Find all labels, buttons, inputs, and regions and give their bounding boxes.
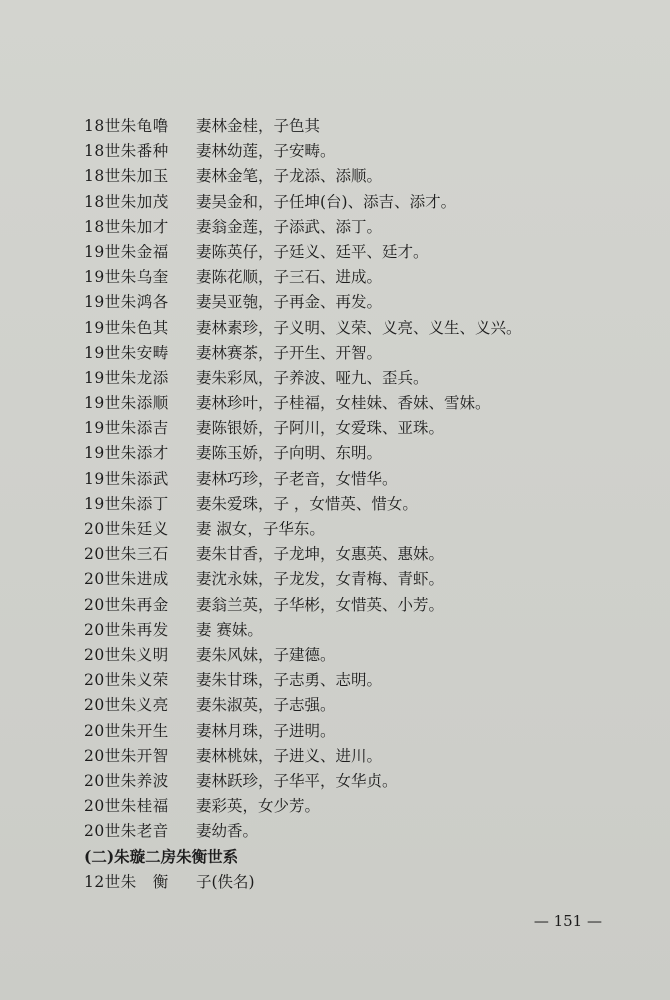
genealogy-entry	[84, 668, 644, 693]
genealogy-entry	[84, 870, 644, 895]
genealogy-entry	[84, 164, 644, 189]
generation-name: 20世朱义荣	[84, 671, 169, 690]
genealogy-entry	[84, 693, 644, 718]
spouse-children: 妻 淑女，子华东。	[196, 520, 325, 538]
spouse-children: 妻吴金和，子任坤(台)、添吉、添才。	[196, 192, 457, 211]
generation-name: 18世朱加茂	[84, 192, 169, 211]
spouse-children: 妻林金桂，子色其	[196, 117, 321, 135]
generation-name: 19世朱乌奎	[84, 268, 169, 287]
generation-name: 12世朱 衡	[84, 872, 169, 891]
spouse-children: 妻彩英，女少芳。	[196, 797, 321, 816]
genealogy-entry	[84, 416, 644, 441]
spouse-children: 妻沈永妹，子龙发，女青梅、青虾。	[196, 570, 445, 589]
spouse-children: 妻翁金莲，子添武、添丁。	[196, 217, 383, 236]
spouse-children: 妻吴亚匏，子再金、再发。	[196, 293, 383, 312]
generation-name: 19世朱龙添	[84, 368, 169, 387]
genealogy-entry	[84, 240, 644, 265]
generation-name: 20世朱再发	[84, 620, 169, 639]
generation-name: 20世朱义亮	[84, 696, 169, 715]
spouse-children: 妻林跃珍，子华平，女华贞。	[196, 771, 398, 790]
spouse-children: 妻陈银娇，子阿川，女爱珠、亚珠。	[196, 419, 445, 438]
genealogy-entry	[84, 265, 644, 290]
genealogy-entry	[84, 366, 644, 391]
spouse-children: 妻林珍叶，子桂福，女桂妹、香妹、雪妹。	[196, 394, 491, 413]
genealogy-entry	[84, 643, 644, 668]
spouse-children: 妻朱甘香，子龙坤，女惠英、惠妹。	[196, 545, 445, 564]
generation-name: 20世朱义明	[84, 645, 169, 664]
generation-name: 20世朱开智	[84, 746, 169, 765]
spouse-children: 妻朱彩凤，子养波、哑九、歪兵。	[196, 368, 429, 387]
spouse-children: 妻朱淑英，子志强。	[196, 696, 336, 715]
genealogy-entry	[84, 769, 644, 794]
generation-name: 19世朱添顺	[84, 394, 169, 413]
generation-name: 20世朱廷义	[84, 520, 169, 538]
genealogy-entry	[84, 441, 644, 466]
genealogy-entry	[84, 316, 644, 341]
genealogy-entry	[84, 517, 644, 542]
genealogy-entry	[84, 567, 644, 592]
generation-name: 19世朱色其	[84, 318, 169, 337]
spouse-children: 妻朱风妹，子建德。	[196, 645, 336, 664]
generation-name: 19世朱添丁	[84, 494, 169, 513]
genealogy-entry	[84, 215, 644, 240]
genealogy-list	[84, 114, 644, 895]
spouse-children: 妻陈玉娇，子向明、东明。	[196, 444, 383, 463]
generation-name: 20世朱开生	[84, 721, 169, 740]
generation-name: 20世朱三石	[84, 545, 169, 564]
genealogy-entry	[84, 341, 644, 366]
spouse-children: 妻林幼莲，子安畴。	[196, 142, 336, 161]
spouse-children: 妻林巧珍，子老音，女惜华。	[196, 469, 398, 488]
spouse-children: 妻林桃妹，子进义、进川。	[196, 746, 383, 765]
spouse-children: 妻陈英仔，子廷义、廷平、廷才。	[196, 242, 429, 261]
genealogy-entry	[84, 492, 644, 517]
spouse-children: 子(佚名)	[196, 872, 255, 891]
spouse-children: 妻 赛妹。	[196, 620, 263, 639]
spouse-children: 妻幼香。	[196, 822, 259, 841]
spouse-children: 妻翁兰英，子华彬，女惜英、小芳。	[196, 595, 445, 614]
generation-name: 18世朱加才	[84, 217, 169, 236]
genealogy-entry	[84, 719, 644, 744]
genealogy-entry	[84, 190, 644, 215]
generation-name: 19世朱鸿各	[84, 293, 169, 312]
section-title: (二)朱璇二房朱衡世系	[84, 847, 239, 867]
genealogy-entry	[84, 794, 644, 819]
generation-name: 20世朱老音	[84, 822, 169, 841]
generation-name: 18世朱番种	[84, 142, 169, 161]
spouse-children: 妻朱甘珠，子志勇、志明。	[196, 671, 383, 690]
genealogy-entry	[84, 618, 644, 643]
genealogy-entry	[84, 819, 644, 844]
generation-name: 20世朱桂福	[84, 797, 169, 816]
genealogy-entry	[84, 391, 644, 416]
page-number: — 151 —	[533, 912, 602, 930]
genealogy-entry	[84, 114, 644, 139]
generation-name: 18世朱加玉	[84, 167, 169, 186]
spouse-children: 妻林赛茶，子开生、开智。	[196, 343, 383, 362]
spouse-children: 妻林月珠，子进明。	[196, 721, 336, 740]
generation-name: 20世朱进成	[84, 570, 169, 589]
spouse-children: 妻陈花顺，子三石、进成。	[196, 268, 383, 287]
generation-name: 19世朱安畴	[84, 343, 169, 362]
generation-name: 20世朱再金	[84, 595, 169, 614]
generation-name: 18世朱龟噜	[84, 117, 169, 135]
spouse-children: 妻林金笔，子龙添、添顺。	[196, 167, 383, 186]
genealogy-entry	[84, 593, 644, 618]
genealogy-entry	[84, 467, 644, 492]
genealogy-entry	[84, 139, 644, 164]
generation-name: 20世朱养波	[84, 771, 169, 790]
generation-name: 19世朱金福	[84, 242, 169, 261]
genealogy-entry	[84, 542, 644, 567]
spouse-children: 妻朱爱珠，子 ，女惜英、惜女。	[196, 494, 418, 513]
genealogy-entry	[84, 744, 644, 769]
spouse-children: 妻林素珍，子义明、义荣、义亮、义生、义兴。	[196, 318, 522, 337]
genealogy-entry	[84, 290, 644, 315]
generation-name: 19世朱添武	[84, 469, 169, 488]
generation-name: 19世朱添吉	[84, 419, 169, 438]
generation-name: 19世朱添才	[84, 444, 169, 463]
